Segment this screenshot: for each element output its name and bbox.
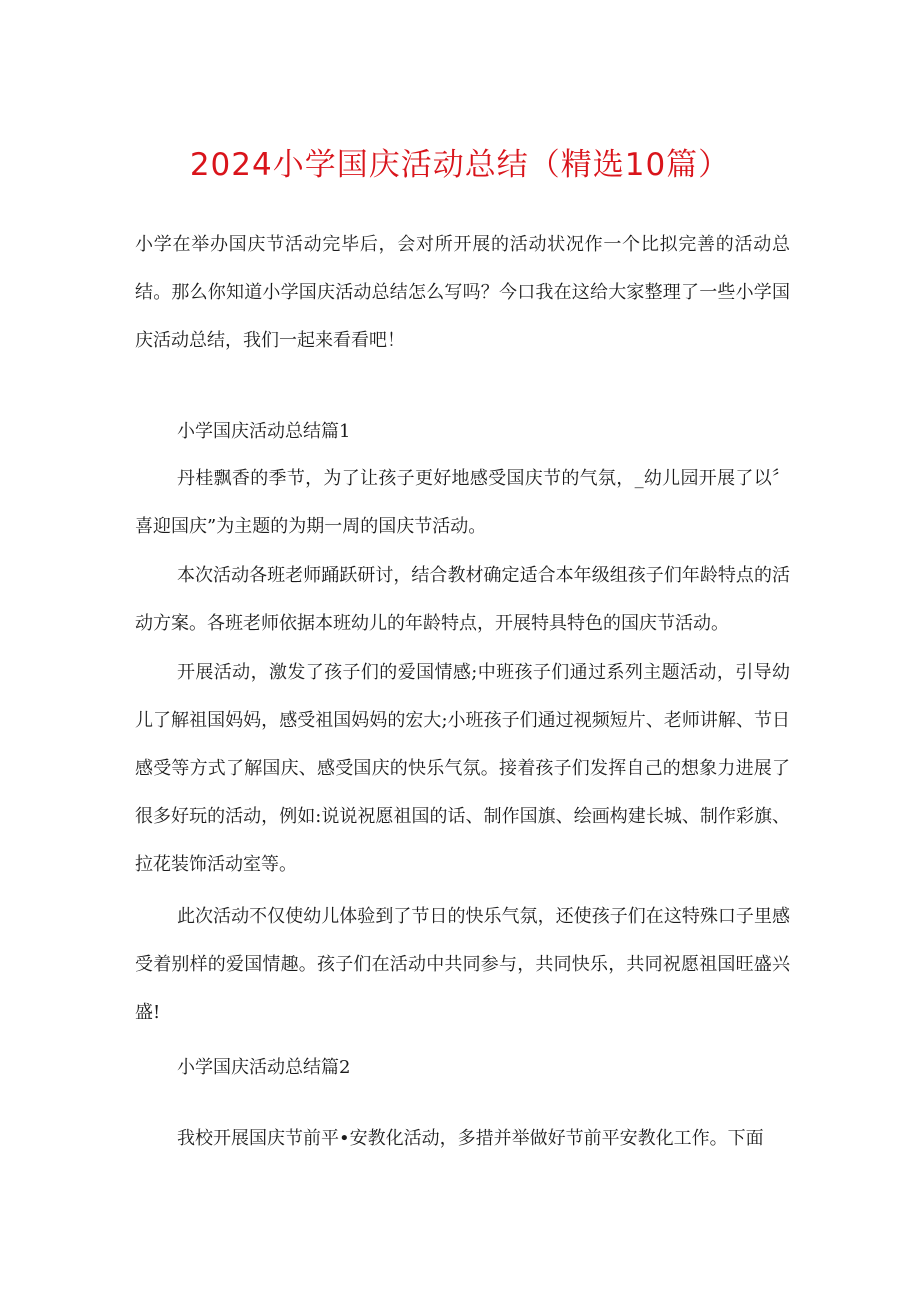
- section-1-paragraph-4: 此次活动不仅使幼儿体验到了节日的快乐气氛，还使孩子们在这特殊口子里感受着别样的爱国情趣。孩子们在活动中共同参与，共同快乐，共同祝愿祖国旺盛兴盛!: [135, 906, 790, 1023]
- document-title: 2024小学国庆活动总结（精选10篇）: [189, 147, 731, 183]
- section-heading-1: 小学国庆活动总结篇1: [177, 421, 351, 442]
- intro-paragraph: 小学在举办国庆节活动完毕后，会对所开展的活动状况作一个比拟完善的活动总结。那么你知道小学国庆活动总结怎么写吗？今口我在这给大家整理了一些小学国庆活动总结，我们一起来看看吧！: [135, 234, 790, 351]
- section-1-paragraph-2: 本次活动各班老师踊跃研讨，结合教材确定适合本年级组孩子们年龄特点的活动方案。各班老师依据本班幼儿的年龄特点，开展特具特色的国庆节活动。: [135, 565, 790, 634]
- section-1-paragraph-3: 开展活动，激发了孩子们的爱国情感;中班孩子们通过系列主题活动，引导幼儿了解祖国妈妈，感受祖国妈妈的宏大;小班孩子们通过视频短片、老师讲解、节日感受等方式了解国庆、感受国庆的快乐气氛。接着孩子们发挥自己的想象力进展了很多好玩的活动，例如:说说祝愿祖国的话、制作国旗、绘画构建长城、制作彩旗、拉花装饰活动室等。: [135, 662, 790, 875]
- section-1-paragraph-1: 丹桂飘香的季节，为了让孩子更好地感受国庆节的气氛，_幼儿园开展了以〞喜迎国庆”为主题的为期一周的国庆节活动。: [135, 468, 790, 537]
- section-heading-2: 小学国庆活动总结篇2: [177, 1057, 351, 1078]
- section-2-paragraph-1: 我校开展国庆节前平•安教化活动，多措并举做好节前平安教化工作。下面: [177, 1128, 764, 1149]
